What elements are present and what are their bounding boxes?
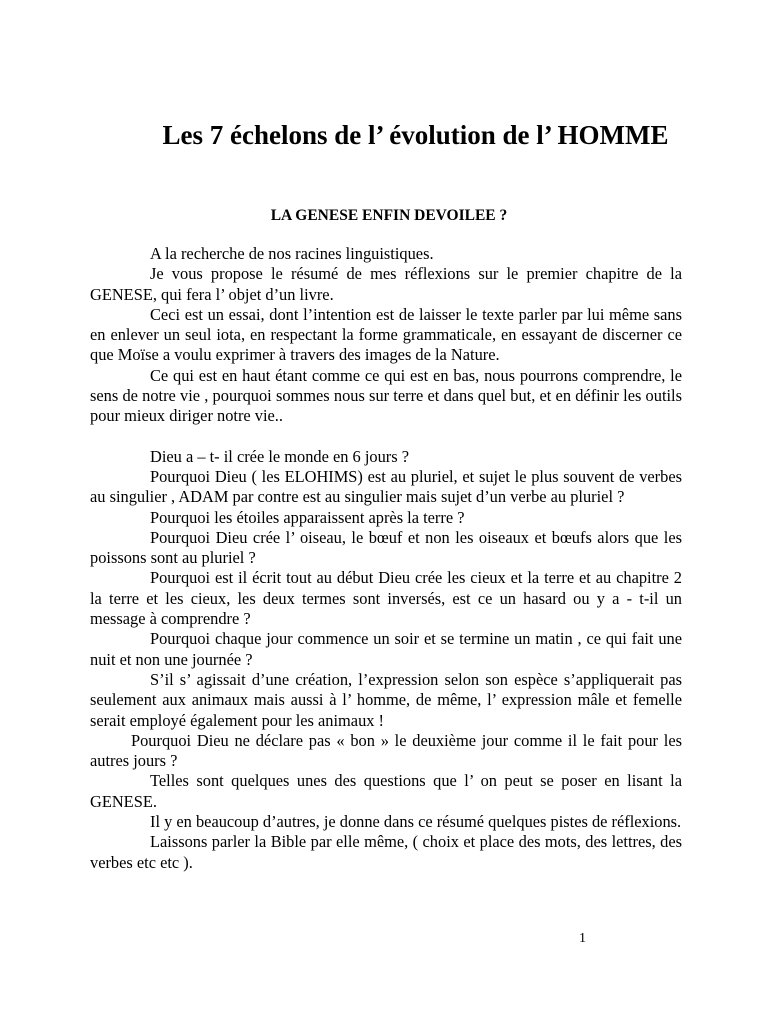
paragraph: Pourquoi est il écrit tout au début Dieu crée les cieux et la terre et au chapitre 2 la terre et les cieux, les deux termes sont inversés, est ce un hasard ou y a - t-il un message à comprendre ? xyxy=(90,568,682,629)
page-number: 1 xyxy=(579,931,586,946)
paragraph: Je vous propose le résumé de mes réflexions sur le premier chapitre de la GENESE, qui fera l’ objet d’un livre. xyxy=(90,264,682,304)
paragraph: Pourquoi Dieu ( les ELOHIMS) est au pluriel, et sujet le plus souvent de verbes au singulier , ADAM par contre est au singulier mais sujet d’un verbe au pluriel ? xyxy=(90,466,682,507)
paragraph: Pourquoi Dieu ne déclare pas « bon » le deuxième jour comme il le fait pour les autres jours ? xyxy=(90,730,682,771)
paragraph-spacer xyxy=(90,427,682,447)
paragraph: S’il s’ agissait d’une création, l’expression selon son espèce s’appliquerait pas seulement aux animaux mais aussi à l’ homme, de même, l’ expression mâle et femelle serait employé également pour les animaux ! xyxy=(90,669,682,730)
paragraph: Pourquoi les étoiles apparaissent après la terre ? xyxy=(150,507,465,527)
paragraph: A la recherche de nos racines linguistiques. xyxy=(150,244,434,263)
paragraph: Pourquoi Dieu crée l’ oiseau, le bœuf et non les oiseaux et bœufs alors que les poissons sont au pluriel ? xyxy=(90,527,682,568)
paragraph: Ceci est un essai, dont l’intention est de laisser le texte parler par lui même sans en enlever un seul iota, en respectant la forme grammaticale, en essayant de discerner ce que Moïse a voulu exprimer à travers des images de la Nature. xyxy=(90,304,682,365)
document-subtitle: LA GENESE ENFIN DEVOILEE ? xyxy=(270,207,508,224)
paragraph: Laissons parler la Bible par elle même, ( choix et place des mots, des lettres, des verbes etc etc ). xyxy=(90,832,682,872)
paragraph: Telles sont quelques unes des questions que l’ on peut se poser en lisant la GENESE. xyxy=(90,771,682,811)
document-title: Les 7 échelons de l’ évolution de l’ HOMME xyxy=(162,120,669,150)
paragraph: Il y en beaucoup d’autres, je donne dans ce résumé quelques pistes de réflexions. xyxy=(150,812,682,832)
paragraph: Ce qui est en haut étant comme ce qui est en bas, nous pourrons comprendre, le sens de notre vie , pourquoi sommes nous sur terre et dans quel but, et en définir les outils pour mieux diriger notre vie.. xyxy=(90,365,682,426)
paragraph: Dieu a – t- il crée le monde en 6 jours ? xyxy=(150,446,409,466)
document-body xyxy=(90,244,682,873)
paragraph: Pourquoi chaque jour commence un soir et se termine un matin , ce qui fait une nuit et non une journée ? xyxy=(90,629,682,669)
